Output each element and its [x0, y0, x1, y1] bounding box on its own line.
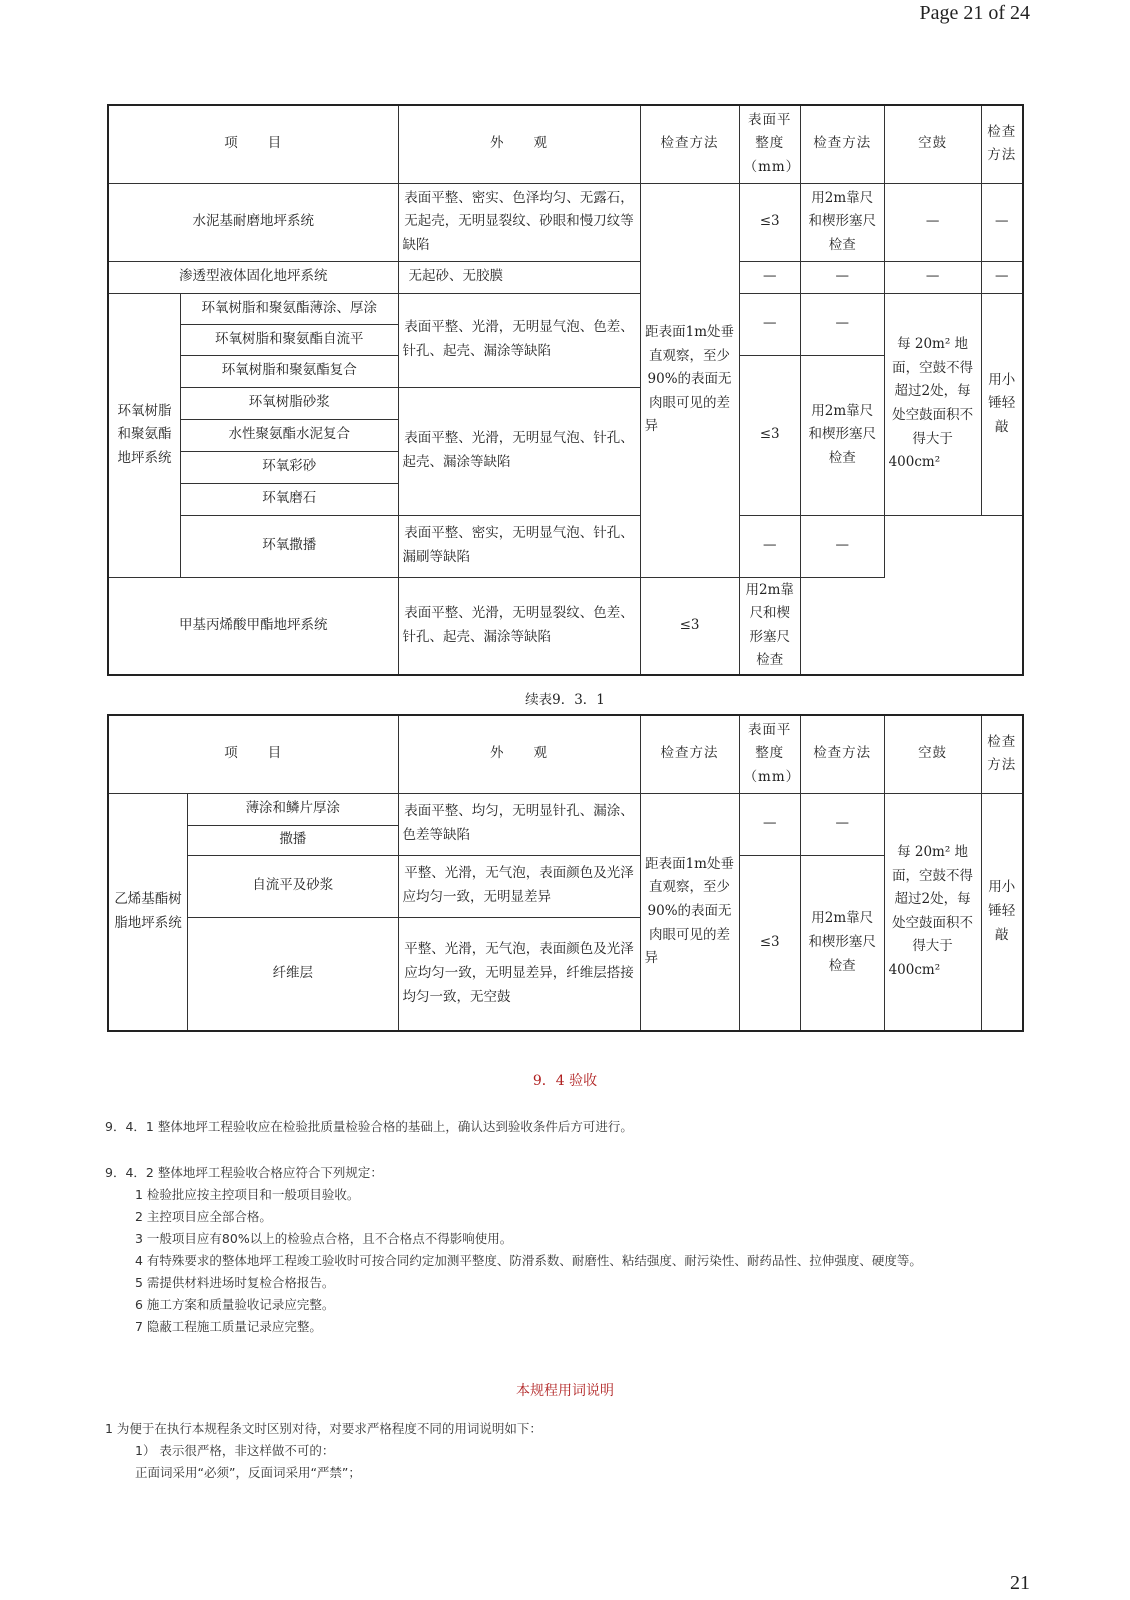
sub-item: 环氧撒播 [181, 515, 399, 577]
wording-line: 1） 表示很严格，非这样做不可的： [135, 1443, 335, 1458]
appearance-b: 平整、光滑，无气泡，表面颜色及光泽应均匀一致，无明显差异 [398, 855, 640, 917]
wording-line: 1 为便于在执行本规程条文时区别对待，对要求严格程度不同的用词说明如下： [105, 1421, 542, 1436]
header-hollow: 空鼓 [884, 105, 981, 183]
header-check-method-3: 检查方法 [981, 715, 1023, 793]
row-flatness: ≤3 [640, 577, 739, 675]
row-appearance: 表面平整、密实、色泽均匀、无露石，无起壳，无明显裂纹、砂眼和慢刀纹等缺陷 [398, 183, 640, 261]
check-method-2-a: — [800, 293, 884, 355]
list-item: 7 隐蔽工程施工质量记录应完整。 [135, 1319, 322, 1334]
check-method-3-group: 用小锤轻敲 [981, 793, 1023, 1031]
table-row [108, 515, 1023, 577]
row-item: 渗透型液体固化地坪系统 [108, 261, 398, 293]
sub-item: 自流平及砂浆 [188, 855, 398, 917]
header-flatness: 表面平整度（mm） [739, 715, 800, 793]
table-row [108, 293, 1023, 324]
table-row [108, 261, 1023, 293]
sub-item: 纤维层 [188, 917, 398, 1031]
row-item: 甲基丙烯酸甲酯地坪系统 [108, 577, 398, 675]
hollow-group: 每 20m² 地面，空鼓不得超过2处，每处空鼓面积不得大于400cm² [884, 293, 981, 515]
sub-item: 水性聚氨酯水泥复合 [181, 419, 399, 451]
table-row [108, 183, 1023, 261]
table-row [108, 793, 1023, 825]
header-hollow: 空鼓 [884, 715, 981, 793]
row-flatness: ≤3 [739, 183, 800, 261]
check-method-3-group: 用小锤轻敲 [981, 293, 1023, 515]
appearance-a: 表面平整、均匀，无明显针孔、漏涂、色差等缺陷 [398, 793, 640, 855]
clause-text: 9．4．1 整体地坪工程验收应在检验批质量检验合格的基础上，确认达到验收条件后方可进行。 [105, 1119, 633, 1134]
flatness-b: ≤3 [739, 855, 800, 1031]
section-title: 9．4 验收 [532, 1073, 598, 1089]
sub-item: 环氧树脂砂浆 [181, 387, 399, 419]
wording-explanation [105, 1418, 1025, 1484]
group-label: 乙烯基酯树脂地坪系统 [108, 793, 188, 1031]
check-method-2-a: — [800, 793, 884, 855]
header-check-method: 检查方法 [640, 715, 739, 793]
wording-line: 正面词采用“必须”，反面词采用“严禁”； [135, 1465, 361, 1480]
list-item: 1 检验批应按主控项目和一般项目验收。 [135, 1187, 360, 1202]
header-check-method-2: 检查方法 [800, 715, 884, 793]
hollow-group: 每 20m² 地面，空鼓不得超过2处，每处空鼓面积不得大于400cm² [884, 793, 981, 1031]
row-check-method-2: — [800, 261, 884, 293]
check-method-2-c: — [800, 515, 884, 577]
inspection-table [107, 104, 1024, 676]
page-header: Page 21 of 24 [919, 2, 1030, 24]
table-row [108, 577, 1023, 675]
table-caption: 续表9．3．1 [525, 692, 605, 708]
visual-check-method: 距表面1m处垂直观察，至少90%的表面无肉眼可见的差异 [640, 183, 739, 577]
header-item: 项 目 [108, 715, 398, 793]
list-item: 6 施工方案和质量验收记录应完整。 [135, 1297, 335, 1312]
sub-item: 薄涂和鳞片厚涂 [188, 793, 398, 825]
sub-item: 环氧树脂和聚氨酯复合 [181, 355, 399, 387]
clause-9-4-1 [105, 1116, 1025, 1138]
appearance-c: 平整、光滑，无气泡，表面颜色及光泽应均匀一致，无明显差异，纤维层搭接均匀一致，无空鼓 [398, 917, 640, 1031]
row-appearance: 表面平整、光滑，无明显裂纹、色差、针孔、起壳、漏涂等缺陷 [398, 577, 640, 675]
section-title-wording: 本规程用词说明 [516, 1383, 614, 1399]
header-item: 项 目 [108, 105, 398, 183]
sub-item: 环氧树脂和聚氨酯自流平 [181, 324, 399, 355]
table-header-row [108, 105, 1023, 183]
visual-check-method: 距表面1m处垂直观察，至少90%的表面无肉眼可见的差异 [640, 793, 739, 1031]
sub-item: 环氧彩砂 [181, 451, 399, 483]
table-header-row [108, 715, 1023, 793]
header-check-method: 检查方法 [640, 105, 739, 183]
list-item: 5 需提供材料进场时复检合格报告。 [135, 1275, 335, 1290]
row-check-method-3: — [981, 261, 1023, 293]
list-item: 2 主控项目应全部合格。 [135, 1209, 272, 1224]
group-label: 环氧树脂和聚氨酯地坪系统 [108, 293, 181, 577]
flatness-a: — [739, 293, 800, 355]
header-appearance: 外 观 [398, 715, 640, 793]
page-number: 21 [1010, 1572, 1030, 1594]
row-hollow: — [884, 183, 981, 261]
row-flatness: — [739, 261, 800, 293]
appearance-c: 表面平整、密实，无明显气泡、针孔、漏刷等缺陷 [398, 515, 640, 577]
row-appearance: 无起砂、无胶膜 [398, 261, 640, 293]
flatness-a: — [739, 793, 800, 855]
header-check-method-2: 检查方法 [800, 105, 884, 183]
row-hollow: — [884, 261, 981, 293]
row-item: 水泥基耐磨地坪系统 [108, 183, 398, 261]
clause-lead: 9．4．2 整体地坪工程验收合格应符合下列规定： [105, 1165, 383, 1180]
check-method-2-b: 用2m靠尺和楔形塞尺检查 [800, 855, 884, 1031]
list-item: 3 一般项目应有80%以上的检验点合格，且不合格点不得影响使用。 [135, 1231, 513, 1246]
header-appearance: 外 观 [398, 105, 640, 183]
header-flatness: 表面平整度（mm） [739, 105, 800, 183]
flatness-b: ≤3 [739, 355, 800, 515]
sub-item: 环氧树脂和聚氨酯薄涂、厚涂 [181, 293, 399, 324]
appearance-a: 表面平整、光滑，无明显气泡、色差、针孔、起壳、漏涂等缺陷 [398, 293, 640, 387]
row-check-method-2: 用2m靠尺和楔形塞尺检查 [739, 577, 800, 675]
header-check-method-3: 检查方法 [981, 105, 1023, 183]
appearance-b: 表面平整、光滑，无明显气泡、针孔、起壳、漏涂等缺陷 [398, 387, 640, 515]
clause-9-4-2 [105, 1162, 1025, 1338]
sub-item: 撒播 [188, 825, 398, 855]
inspection-table-continued [107, 714, 1024, 1032]
flatness-c: — [739, 515, 800, 577]
check-method-2-b: 用2m靠尺和楔形塞尺检查 [800, 355, 884, 515]
list-item: 4 有特殊要求的整体地坪工程竣工验收时可按合同约定加测平整度、防滑系数、耐磨性、粘结强度、耐污染性、耐药品性、拉伸强度、硬度等。 [135, 1253, 922, 1268]
row-check-method-3: — [981, 183, 1023, 261]
row-check-method-2: 用2m靠尺和楔形塞尺检查 [800, 183, 884, 261]
sub-item: 环氧磨石 [181, 483, 399, 515]
